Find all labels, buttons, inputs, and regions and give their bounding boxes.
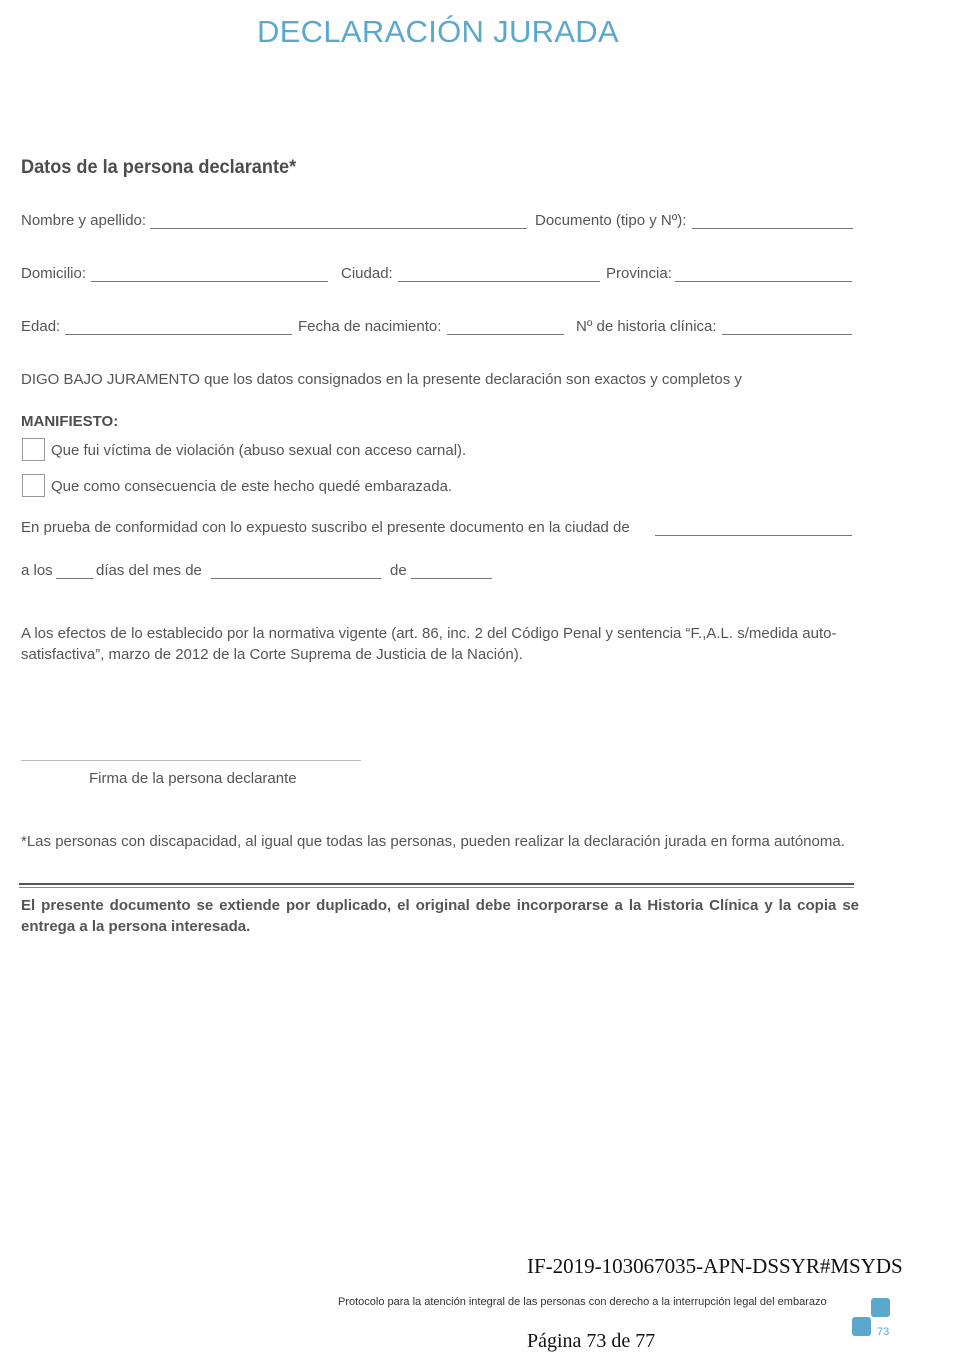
provincia-label: Provincia: [606, 265, 672, 282]
footer-text: Protocolo para la atención integral de las personas con derecho a la interrupción legal del embarazo [338, 1296, 827, 1308]
page-label: Página 73 de 77 [527, 1330, 656, 1352]
page-number-badge: 73 [877, 1326, 890, 1338]
conformidad-text: En prueba de conformidad con lo expuesto suscribo el presente documento en la ciudad de [21, 519, 630, 536]
provincia-field[interactable] [675, 281, 852, 282]
nota-duplicado: El presente documento se extiende por duplicado, el original debe incorporarse a la Historia Clínica y la copia se entrega a la persona interesada. [21, 897, 859, 935]
nombre-label: Nombre y apellido: [21, 212, 147, 229]
domicilio-label: Domicilio: [21, 265, 87, 282]
juramento-text: DIGO BAJO JURAMENTO que los datos consignados en la presente declaración son exactos y completos y [21, 371, 742, 388]
checkbox-violacion[interactable] [22, 438, 45, 461]
mes-field[interactable] [211, 578, 381, 579]
checkbox-violacion-label: Que fui víctima de violación (abuso sexual con acceso carnal). [51, 442, 467, 459]
ciudad-label: Ciudad: [341, 265, 393, 282]
documento-field[interactable] [692, 228, 853, 229]
anio-field[interactable] [411, 578, 492, 579]
ciudad-field[interactable] [398, 281, 600, 282]
edad-field[interactable] [65, 334, 292, 335]
divider-thin [19, 887, 854, 888]
dias-mes-label: días del mes de [96, 562, 202, 579]
divider-thick [19, 883, 854, 885]
ciudad-firma-field[interactable] [655, 535, 852, 536]
firma-line[interactable] [21, 760, 361, 761]
checkbox-embarazada[interactable] [22, 474, 45, 497]
efectos-paragraph: A los efectos de lo establecido por la normativa vigente (art. 86, inc. 2 del Código Penal y sentencia “F.,A.L. s/medida auto-satisfactiva”, marzo de 2012 de la Corte Suprema de Justicia de la Nación). [21, 625, 837, 663]
nota-discapacidad: *Las personas con discapacidad, al igual que todas las personas, pueden realizar la declaración jurada en forma autónoma. [21, 833, 845, 850]
historia-clinica-field[interactable] [722, 334, 852, 335]
page-title: DECLARACIÓN JURADA [257, 14, 619, 49]
fecha-nacimiento-label: Fecha de nacimiento: [298, 318, 442, 335]
de-label: de [390, 562, 407, 579]
dias-field[interactable] [56, 578, 93, 579]
a-los-label: a los [21, 562, 53, 579]
section-title: Datos de la persona declarante* [21, 156, 297, 178]
manifiesto-heading: MANIFIESTO: [21, 413, 119, 430]
document-id: IF-2019-103067035-APN-DSSYR#MSYDS [527, 1254, 903, 1278]
domicilio-field[interactable] [91, 281, 328, 282]
edad-label: Edad: [21, 318, 61, 335]
historia-clinica-label: Nº de historia clínica: [576, 318, 717, 335]
fecha-nacimiento-field[interactable] [447, 334, 564, 335]
nombre-field[interactable] [150, 228, 527, 229]
documento-label: Documento (tipo y Nº): [535, 212, 687, 229]
firma-label: Firma de la persona declarante [89, 770, 297, 787]
checkbox-embarazada-label: Que como consecuencia de este hecho quedé embarazada. [51, 478, 453, 495]
